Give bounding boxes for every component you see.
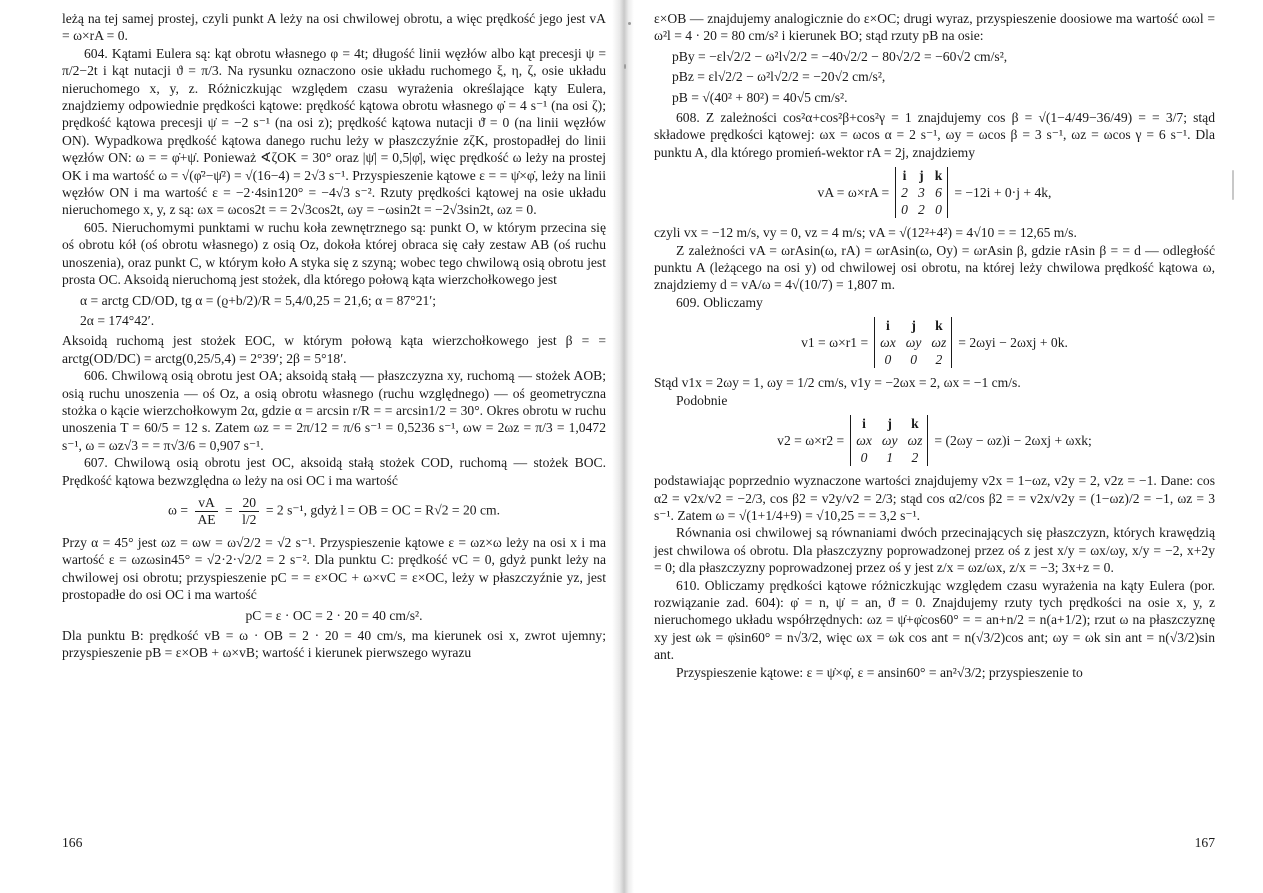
paragraph: ε×OB — znajdujemy analogicznie do ε×OC; drugi wyraz, przyspieszenie doosiowe ma wartość ωωl = ω²l = 4 · 20 = 80 cm/s² i kierunek BO; stąd rzuty pB na osie: [654, 11, 1215, 44]
matrix-cell: 0 [901, 202, 908, 218]
equation-lhs: vA = ω×rA = [817, 185, 890, 201]
paragraph: Przyspieszenie kątowe: ε = ψ̇×φ̇, ε = ansin60° = an²√3/2; przyspieszenie to [676, 664, 1083, 680]
paragraph: Przy α = 45° jest ωz = ωw = ω√2/2 = √2 s⁻¹. Przyspieszenie kątowe ε = ωz×ω leży na osi x i ma wartość ε = ωzωsin45° = √2·2·√2/2 = 2 s⁻². Dla punktu C: prędkość vC = 0, gdyż punkt leży na chwilowej osi obrotu; przyspieszenie pC = = ε×OC + ω×vC = ε×OC, leży w płaszczyźnie yz, jest prostopadłe do osi OC i ma wartość [62, 534, 606, 603]
fraction-numerator: 20 [239, 495, 259, 512]
paragraph: Z zależności vA = ωrAsin(ω, rA) = ωrAsin(ω, Oy) = ωrAsin β, gdzie rAsin β = = d — odległość punktu A (leżącego na osi y) od chwilowej osi obrotu, na której leży chwilowa prędkość kątowa ω, znajdziemy d = vA/ω = 4√(10/7) = 1,807 m. [654, 242, 1215, 293]
paragraph: leżą na tej samej prostej, czyli punkt A leży na osi chwilowej obrotu, a więc prędkość jego jest vA = ω×rA = 0. [62, 11, 606, 44]
left-page [0, 0, 618, 893]
matrix-cell: 0 [860, 450, 868, 466]
matrix-cell: k [935, 318, 943, 334]
paragraph: Dla punktu B: prędkość vB = ω · OB = 2 · 20 = 40 cm/s, ma kierunek osi x, zwrot ujemny; przyspieszenie pB = ε×OB + ω×vB; wartość i kierunek pierwszego wyrazu [62, 628, 606, 661]
scan-speck [624, 64, 626, 69]
paragraph-608: 608. Z zależności cos²α+cos²β+cos²γ = 1 znajdujemy cos β = √(1−4/49−36/49) = = 3/7; stąd składowe prędkości kątowej: ωx = ωcos α = 2 s⁻¹, ωy = ωcos β = 3 s⁻¹, ωz = ωcos γ = 6 s⁻¹. Dla punktu A, dla którego promień-wektor rA = 2j, znajdziemy [654, 110, 1215, 160]
fraction-numerator: vA [195, 495, 218, 512]
determinant-matrix [895, 167, 948, 218]
equation-605-a: α = arctg CD/OD, tg α = (ϱ+b/2)/R = 5,4/0,25 = 21,6; α = 87°21′; [80, 292, 437, 308]
equation-rhs: = 2ωyi − 2ωxj + 0k. [958, 335, 1068, 351]
matrix-cell: j [911, 318, 916, 334]
equation-rhs: = −12i + 0·j + 4k, [954, 185, 1052, 201]
equation-605-b: 2α = 174°42′. [80, 312, 155, 328]
equation-608-determinant [654, 167, 1215, 218]
equation-607-pc: pC = ε · OC = 2 · 20 = 40 cm/s². [245, 607, 423, 623]
equation-609-determinant [654, 317, 1215, 368]
paragraph-604: 604. Kątami Eulera są: kąt obrotu własnego φ = 4t; długość linii węzłów albo kąt precesji ψ = π/2−2t i kąt nutacji ϑ = π/3. Na rysunku oznaczono osie układu ruchomego ξ, η, ζ, osie układu nieruchomego x, y, z. Różniczkując względem czasu wyrażenia określające kąty Eulera, znajdziemy odpowiednie prędkości kątowe: prędkość kątowa obrotu własnego φ̇ = 4 s⁻¹ (na osi ζ); prędkość kątowa precesji ψ̇ = −2 s⁻¹ (na osi z); prędkość kątowa nutacji ϑ̇ = 0 (na linii węzłów ON). Wypadkowa prędkość kątowa danego ruchu leży w płaszczyźnie zζK, prostopadłej do linii węzłów ON: ω = = φ̇+ψ̇. Ponieważ ∢ζOK = 30° oraz |ψ̇| = 0,5|φ̇|, więc prędkość ω leży na prostej OK i ma wartość ω = √(φ̇²−ψ̇²) = √(16−4) = 2√3 s⁻¹. Przyspieszenie kątowe ε = = ψ̇×φ̇, leży na linii węzłów ON i ma wartość ε = −2·4sin120° = −4√3 s⁻². Rzuty prędkości kątowej na osie układu nieruchomego x, y, z są: ωx = ωcos2t = = 2√3cos2t, ωy = −ωsin2t = −2√3sin2t, ωz = 0. [62, 45, 606, 218]
determinant-matrix [850, 415, 928, 466]
paragraph: Aksoidą ruchomą jest stożek EOC, w którym połową kąta wierzchołkowego jest β = = arctg(OD/DC) = arctg(0,25/5,4) = 2°39′; 2β = 5°18′. [62, 333, 606, 366]
paragraph-605: 605. Nieruchomymi punktami w ruchu koła zewnętrznego są: punkt O, w którym przecina się oś obrotu kół (oś obrotu własnego) z osią Oz, dokoła której obraca się cały zestaw AB (oś ruchu unoszenia), oraz punkt C, w którym koło A styka się z szyną; wobec tego chwilową osią obrotu jest prosta OC. Aksoidą nieruchomą jest stożek, dla którego połową kąta wierzchołkowego jest [62, 219, 606, 288]
paragraph: Podobnie [676, 392, 728, 408]
matrix-cell: ωz [931, 335, 947, 351]
equation-lhs: v2 = ω×r2 = [777, 432, 845, 448]
paragraph: Równania osi chwilowej są równaniami dwóch przecinających się płaszczyzn, których krawędzią jest chwilowa oś obrotu. Dla płaszczyzny poprowadzonej przez oś z jest x/y = ωx/ωy, x/y = −2, x+2y = 0; dla płaszczyzny poprowadzonej przez oś y jest z/x = ωz/ωx, z/x = −3; 3x+z = 0. [654, 525, 1215, 576]
equation-pbz: pBz = εl√2/2 − ω²l√2/2 = −20√2 cm/s², [672, 69, 886, 85]
matrix-cell: 2 [911, 450, 919, 466]
equation-pby: pBy = −εl√2/2 − ω²l√2/2 = −40√2/2 − 80√2/2 = −60√2 cm/s², [672, 48, 1008, 64]
matrix-cell: i [902, 168, 907, 184]
paragraph-610: 610. Obliczamy prędkości kątowe różniczkując względem czasu wyrażenia na kąty Eulera (por. rozwiązanie zad. 604): φ̇ = n, ψ̇ = an, ϑ̇ = 0. Znajdujemy rzuty tych prędkości na osie x, y, z nieruchomego układu współrzędnych: ωz = ψ̇+φ̇cos60° = = an+n/2 = n(a+1/2); rzut ω na płaszczyznę xy jest ωk = φ̇sin60° = n√3/2, więc ωx = ωk cos ant = n(√3/2)cos ant; ωy = ωk sin ant = n(√3/2)sin ant. [654, 577, 1215, 663]
equation-609b-determinant [654, 415, 1215, 466]
matrix-cell: k [911, 416, 919, 432]
fraction-denominator: l/2 [242, 511, 257, 527]
fraction-denominator: AE [197, 511, 216, 527]
paragraph: czyli vx = −12 m/s, vy = 0, vz = 4 m/s; vA = √(12²+4²) = 4√10 = = 12,65 m/s. [654, 225, 1077, 241]
equation-607 [62, 495, 606, 528]
right-page [628, 0, 1263, 893]
paragraph: Stąd v1x = 2ωy = 1, ωy = 1/2 cm/s, v1y = −2ωx = 2, ωx = −1 cm/s. [654, 375, 1021, 391]
matrix-cell: j [919, 168, 924, 184]
matrix-cell: ωx [856, 433, 872, 449]
matrix-cell: 2 [917, 202, 925, 218]
equation-part: = [224, 502, 233, 518]
equation-part: ω = [168, 502, 189, 518]
paragraph: podstawiając poprzednio wyznaczone wartości znajdujemy v2x = 1−ωz, v2y = 2, v2z = −1. Dane: cos α2 = v2x/v2 = −2/3, cos β2 = v2y/v2 = 2/3; stąd cos α2/cos β2 = = v2x/v2y = (1−ωz)/2 = −1, ωz = 3 s⁻¹. Zatem ω = √(1+1/4+9) = √10,25 = = 3,2 s⁻¹. [654, 473, 1215, 523]
equation-lhs: v1 = ω×r1 = [801, 335, 869, 351]
equation-rhs: = (2ωy − ωz)i − 2ωxj + ωxk; [934, 432, 1092, 448]
paragraph-607: 607. Chwilową osią obrotu jest OC, aksoidą stałą stożek COD, ruchomą — stożek BOC. Prędkość kątowa bezwzględna ω leży na osi OC i ma wartość [62, 455, 606, 488]
matrix-cell: i [886, 318, 890, 334]
matrix-cell: 1 [886, 450, 894, 466]
determinant-matrix [874, 317, 952, 368]
matrix-cell: 2 [935, 352, 943, 368]
scan-speck [628, 22, 631, 25]
matrix-cell: 0 [910, 352, 917, 368]
equation-part: = 2 s⁻¹, gdyż l = OB = OC = R√2 = 20 cm. [265, 502, 500, 518]
page-number: 166 [62, 835, 83, 850]
matrix-cell: ωy [881, 433, 898, 449]
page-number: 167 [1194, 835, 1215, 850]
matrix-cell: ωz [907, 433, 923, 449]
matrix-cell: k [934, 168, 943, 184]
matrix-cell: ωx [880, 335, 896, 351]
matrix-cell: j [887, 416, 892, 432]
matrix-cell: i [862, 416, 866, 432]
matrix-cell: 2 [901, 185, 908, 201]
fraction [194, 495, 218, 528]
matrix-cell: 3 [917, 185, 925, 201]
matrix-cell: 6 [935, 185, 942, 201]
scan-speck [1232, 170, 1234, 200]
matrix-cell: ωy [905, 335, 922, 351]
equation-pb: pB = √(40² + 80²) = 40√5 cm/s². [672, 89, 848, 105]
matrix-cell: 0 [884, 352, 892, 368]
paragraph-609: 609. Obliczamy [676, 294, 763, 310]
fraction [239, 495, 259, 528]
matrix-cell: 0 [935, 202, 942, 218]
paragraph-606: 606. Chwilową osią obrotu jest OA; aksoidą stałą — płaszczyzna xy, ruchomą — stożek AOB; osią ruchu unoszenia — oś Oz, a osią obrotu własnego (ruchu względnego) — oś geometryczna stożka o kącie wierzchołkowym 2α, gdzie α = arcsin r/R = = arcsin1/2 = 30°. Okres obrotu w ruchu unoszenia T = 60/5 = 12 s. Zatem ωz = = 2π/12 = π/6 s⁻¹ = 0,5236 s⁻¹, ωw = 2ωz = π/3 = 1,0472 s⁻¹, ω = ωz√3 = = π√3/6 = 0,907 s⁻¹. [62, 368, 606, 453]
